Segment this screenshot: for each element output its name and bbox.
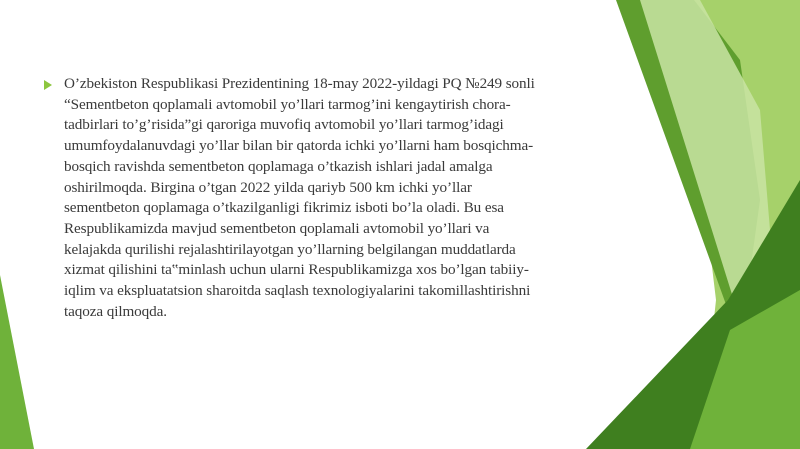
- paragraph-line: kelajakda qurilishi rejalashtirilayotgan yo’llarning belgilangan muddatlarda: [64, 240, 516, 258]
- paragraph-line: Respublikamizda mavjud sementbeton qoplamali avtomobil yo’llari va: [64, 219, 490, 237]
- paragraph-text: [64, 74, 535, 322]
- paragraph-line: iqlim va ekspluatatsion sharoitda saqlash texnologiyalarini takomillashtirishni: [64, 282, 531, 300]
- paragraph-line: umumfoydalanuvdagi yo’llar bilan bir qatorda ichki yo’llarni ham bosqichma-: [64, 137, 534, 155]
- paragraph-line: oshirilmoqda. Birgina o’tgan 2022 yilda qariyb 500 km ichki yo’llar: [64, 178, 472, 196]
- text-content: [44, 74, 604, 322]
- bullet-arrow-icon: [44, 80, 52, 90]
- paragraph-line: sementbeton qoplamaga o’tkazilganligi fikrimiz isboti bo’la oladi. Bu esa: [64, 199, 504, 217]
- paragraph-line: “Sementbeton qoplamali avtomobil yo’llari tarmog’ini kengaytirish chora-: [64, 95, 511, 113]
- paragraph-line: tadbirlari to’g’risida”gi qaroriga muvofiq avtomobil yo’llari tarmog’idagi: [64, 116, 504, 134]
- bullet-paragraph: [44, 74, 604, 322]
- paragraph-line: taqoza qilmoqda.: [64, 302, 167, 320]
- paragraph-line: xizmat qilishini ta‟minlash uchun ularni Respublikamizga xos bo’lgan tabiiy-: [64, 261, 529, 279]
- paragraph-line: bosqich ravishda sementbeton qoplamaga o’tkazish ishlari jadal amalga: [64, 157, 493, 175]
- left-bottom-shape: [0, 275, 34, 449]
- paragraph-line: O’zbekiston Respublikasi Prezidentining 18-may 2022-yildagi PQ №249 sonli: [64, 75, 535, 92]
